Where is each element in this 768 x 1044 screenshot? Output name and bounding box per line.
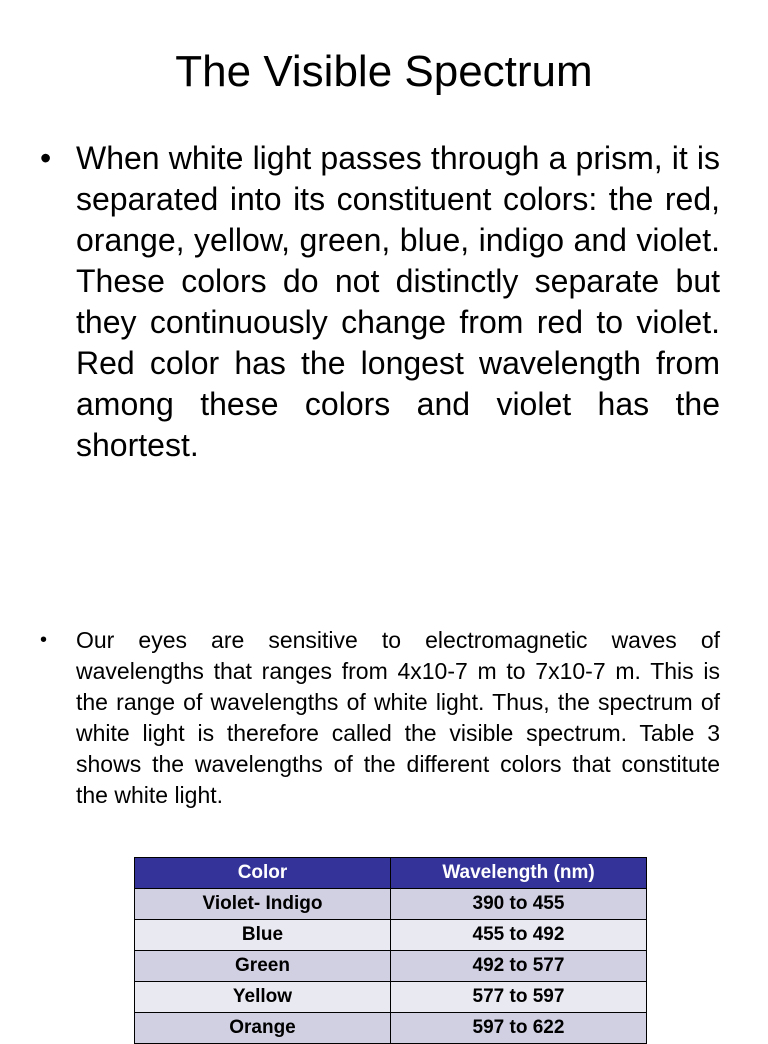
table-row: [135, 982, 647, 1013]
table-row: [135, 889, 647, 920]
bullet-paragraph-2: [40, 625, 720, 811]
bullet-paragraph-1: [40, 138, 720, 466]
bullet-icon: •: [40, 140, 52, 176]
wavelength-table: [134, 857, 647, 1044]
column-header-wavelength: Wavelength (nm): [391, 858, 647, 889]
table-cell-color: Orange: [135, 1013, 391, 1044]
table-cell-wavelength: 492 to 577: [391, 951, 647, 982]
table-cell-wavelength: 577 to 597: [391, 982, 647, 1013]
page-title: The Visible Spectrum: [175, 47, 593, 96]
table-row: [135, 1013, 647, 1044]
table-cell-color: Green: [135, 951, 391, 982]
table-cell-wavelength: 390 to 455: [391, 889, 647, 920]
table-row: [135, 920, 647, 951]
table-row: [135, 951, 647, 982]
column-header-color: Color: [135, 858, 391, 889]
bullet-icon: •: [40, 629, 48, 651]
wavelength-table-container: [134, 857, 647, 1044]
table-cell-color: Violet- Indigo: [135, 889, 391, 920]
table-header-row: [135, 858, 647, 889]
table-cell-color: Yellow: [135, 982, 391, 1013]
table-cell-color: Blue: [135, 920, 391, 951]
table-cell-wavelength: 455 to 492: [391, 920, 647, 951]
bullet-text: When white light passes through a prism, it is separated into its constituent colors: the red, orange, yellow, green, blue, indigo and violet. These colors do not distinctly separate but they continuously change from red to violet. Red color has the longest wavelength from among these colors and violet has the shortest.: [76, 140, 720, 463]
table-cell-wavelength: 597 to 622: [391, 1013, 647, 1044]
bullet-text: Our eyes are sensitive to electromagnetic waves of wavelengths that ranges from 4x10-7 m to 7x10-7 m. This is the range of wavelengths of white light. Thus, the spectrum of white light is therefore called the visible spectrum. Table 3 shows the wavelengths of the different colors that constitute the white light.: [76, 627, 720, 808]
